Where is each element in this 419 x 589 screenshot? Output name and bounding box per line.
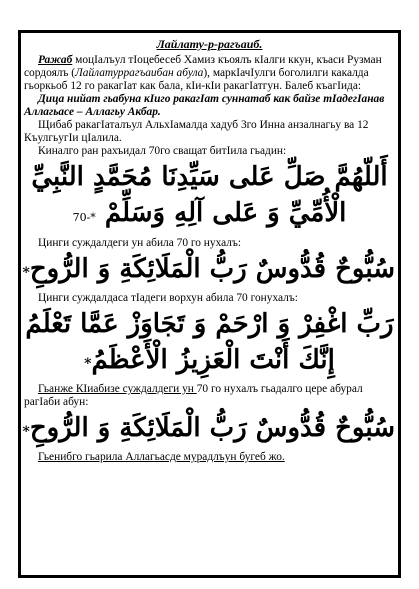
arabic-dua-line2 xyxy=(24,343,395,381)
second-sujud-rest: 70 го нухалъ гьадалго цере абурал рагІаби абун: xyxy=(24,383,363,408)
paragraph-intention: Дица нийат гьабуна кІиго ракагІат суннатаб как байзе тІадегІанав Аллагьасе – Аллагьу Акбар. xyxy=(24,93,385,118)
salawat-count-note: *-70 xyxy=(72,211,96,224)
arabic-salawat-line2 xyxy=(24,196,395,235)
paragraph-salawat: Киналго ран рахъидал 70го сващат битІила гьадин: xyxy=(38,145,287,157)
lead-word: Ражаб xyxy=(38,54,73,66)
paragraph-first-sujud: Цинги суждалдеги ун абила 70 го нухалъ: xyxy=(38,237,242,249)
intro-italic: Лайлатуррагъаибан абула xyxy=(75,67,204,79)
arabic-subbuhun-1-text: سُبُّوحٌ قُدُّوسٌ رَبُّ الْمَلَائِكَةِ وَ الرُّوحِ xyxy=(29,254,395,284)
paragraph-intro xyxy=(24,54,395,93)
paragraph-closing: Гьенибго гьарила Аллагьасде мурадлъун бугеб жо. xyxy=(38,451,285,463)
document-page xyxy=(24,38,395,574)
paragraph-second-sujud xyxy=(24,383,395,409)
arabic-salawat-line1: أَللّهُمَّ صَلِّ عَلى سَيِّدِنَا مُحَمَّدٍ النَّبِيِّ xyxy=(31,162,388,192)
arabic-dua-line1: رَبِّ اغْفِرْ وَ ارْحَمْ وَ تَجَاوَزْ عَمَّا تَعْلَمُ xyxy=(25,309,394,339)
arabic-subbuhun-2 xyxy=(24,411,395,449)
star-marker: * xyxy=(22,265,30,281)
intro-text-b: ), маркІачІулги боголилги какалда гьоркьоб 12 го ракагІат как бала, кІи-кІи ракагІатгун. Балеб къагІида: xyxy=(24,67,369,92)
intro-text-a: моцІалъул тІоцебесеб Хамиз къоялъ кІалги ккун, къаси Рузман сордоялъ ( xyxy=(24,54,382,79)
second-sujud-underlined: Гьанже КІиабизе суждалдеги ун xyxy=(38,383,197,395)
arabic-subbuhun-2-text: سُبُّوحٌ قُدُّوسٌ رَبُّ الْمَلَائِكَةِ وَ الرُّوحِ xyxy=(29,413,395,443)
arabic-salawat-line2-text: الْأُمِّيِّ وَ عَلى آلِهِ وَسَلِّمْ xyxy=(104,198,347,228)
star-marker: * xyxy=(22,424,30,440)
document-title: Лайлату-р-рагъаиб. xyxy=(156,37,263,51)
star-marker: * xyxy=(84,356,92,372)
arabic-subbuhun-1 xyxy=(24,252,395,290)
arabic-dua-line2-text: إِنَّكَ أَنْتَ الْعَزِيزُ الْأَعْظَمُ xyxy=(91,345,335,375)
paragraph-recitation: Щибаб ракагІаталъул АльхІамалда хадуб 3го Инна анзалнагьу ва 12 КъулгьугІи цІалила. xyxy=(24,119,369,144)
paragraph-rising: Цинги суждалдаса тІадеги ворхун абила 70 гонухалъ: xyxy=(38,292,298,304)
